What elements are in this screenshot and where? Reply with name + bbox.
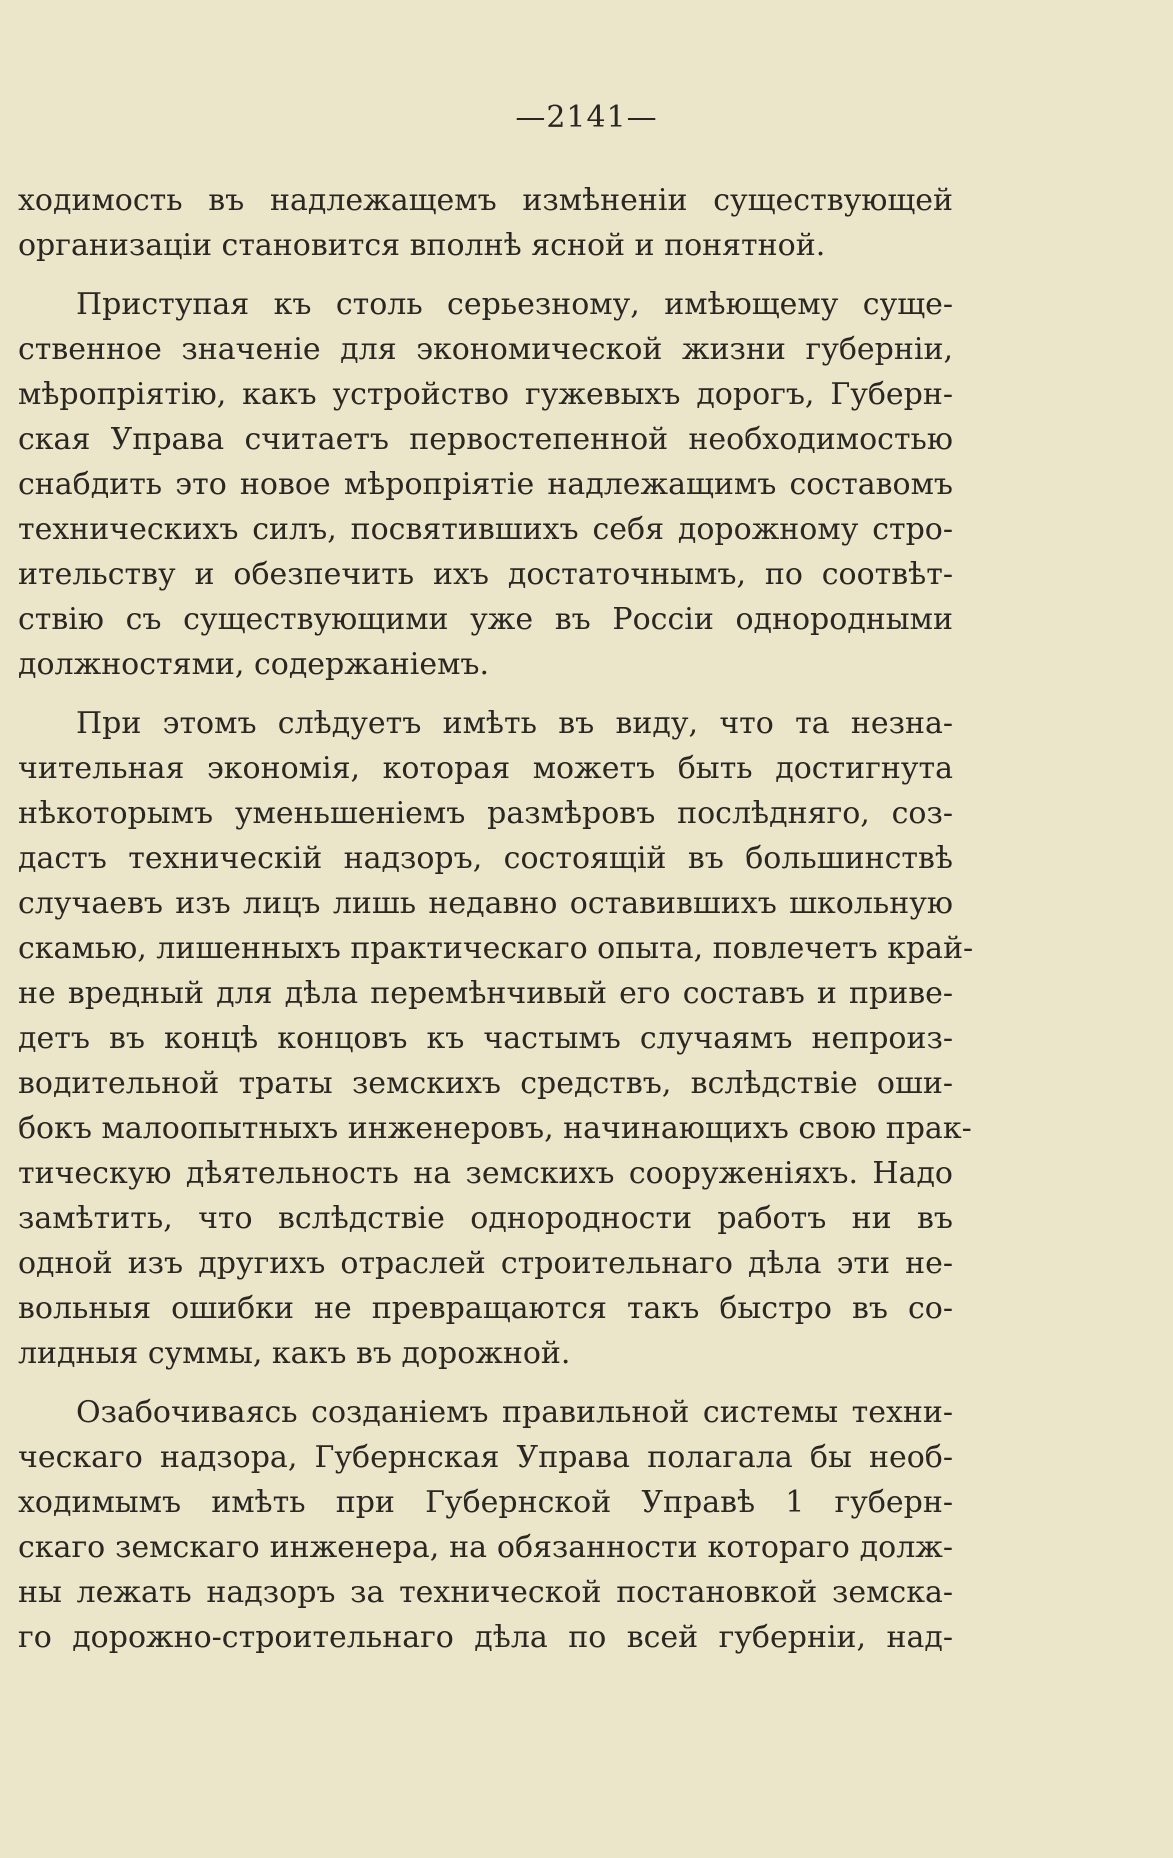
- page-number: —2141—: [515, 100, 658, 135]
- text-line: бокъ малоопытныхъ инженеровъ, начинающихъ свою прак-: [18, 1111, 972, 1146]
- text-line: лидныя суммы, какъ въ дорожной.: [18, 1336, 571, 1371]
- text-line: ны лежать надзоръ за технической постановкой земска-: [18, 1575, 953, 1610]
- text-line: ческаго надзора, Губернская Управа полагала бы необ-: [18, 1440, 953, 1475]
- text-line: чительная экономія, которая можетъ быть достигнута: [18, 751, 953, 786]
- text-line: снабдить это новое мѣропріятіе надлежащимъ составомъ: [18, 467, 953, 502]
- text-line: го дорожно-строительнаго дѣла по всей губерніи, над-: [18, 1620, 953, 1655]
- text-line: ствію съ существующими уже въ Россіи однородными: [18, 602, 953, 637]
- text-line: одной изъ другихъ отраслей строительнаго дѣла эти не-: [18, 1246, 953, 1281]
- paragraph: [18, 1390, 953, 1660]
- text-line: Озабочиваясь созданіемъ правильной системы техни-: [76, 1395, 953, 1430]
- text-line: детъ въ концѣ концовъ къ частымъ случаямъ непроиз-: [18, 1021, 953, 1056]
- text-line: ходимымъ имѣть при Губернской Управѣ 1 губерн-: [18, 1485, 953, 1520]
- paragraph: [18, 701, 974, 1376]
- text-line: не вредный для дѣла перемѣнчивый его составъ и приве-: [18, 976, 953, 1011]
- text-line: нѣкоторымъ уменьшеніемъ размѣровъ послѣдняго, соз-: [18, 796, 953, 831]
- text-line: водительной траты земскихъ средствъ, вслѣдствіе оши-: [18, 1066, 953, 1101]
- text-line: замѣтить, что вслѣдствіе однородности работъ ни въ: [18, 1201, 953, 1236]
- text-line: должностями, содержаніемъ.: [18, 647, 490, 682]
- paragraph: [18, 178, 953, 268]
- text-line: При этомъ слѣдуетъ имѣть въ виду, что та незна-: [76, 706, 953, 741]
- text-line: ская Управа считаетъ первостепенной необходимостью: [18, 422, 953, 457]
- text-line: Приступая къ столь серьезному, имѣющему суще-: [76, 287, 953, 322]
- text-line: скаго земскаго инженера, на обязанности котораго долж-: [18, 1530, 953, 1565]
- text-line: организаціи становится вполнѣ ясной и понятной.: [18, 228, 826, 263]
- text-line: мѣропріятію, какъ устройство гужевыхъ дорогъ, Губерн-: [18, 377, 953, 412]
- text-line: скамью, лишенныхъ практическаго опыта, повлечетъ край-: [18, 931, 974, 966]
- text-line: случаевъ изъ лицъ лишь недавно оставившихъ школьную: [18, 886, 953, 921]
- text-line: дастъ техническій надзоръ, состоящій въ большинствѣ: [18, 841, 953, 876]
- text-line: тическую дѣятельность на земскихъ сооруженіяхъ. Надо: [18, 1156, 953, 1191]
- text-line: ительству и обезпечить ихъ достаточнымъ, по соотвѣт-: [18, 557, 953, 592]
- text-line: ходимость въ надлежащемъ измѣненіи существующей: [18, 183, 953, 218]
- text-line: техническихъ силъ, посвятившихъ себя дорожному стро-: [18, 512, 953, 547]
- text-line: вольныя ошибки не превращаются такъ быстро въ со-: [18, 1291, 953, 1326]
- text-line: ственное значеніе для экономической жизни губерніи,: [18, 332, 953, 367]
- body-text: [18, 178, 974, 1674]
- paragraph: [18, 282, 953, 687]
